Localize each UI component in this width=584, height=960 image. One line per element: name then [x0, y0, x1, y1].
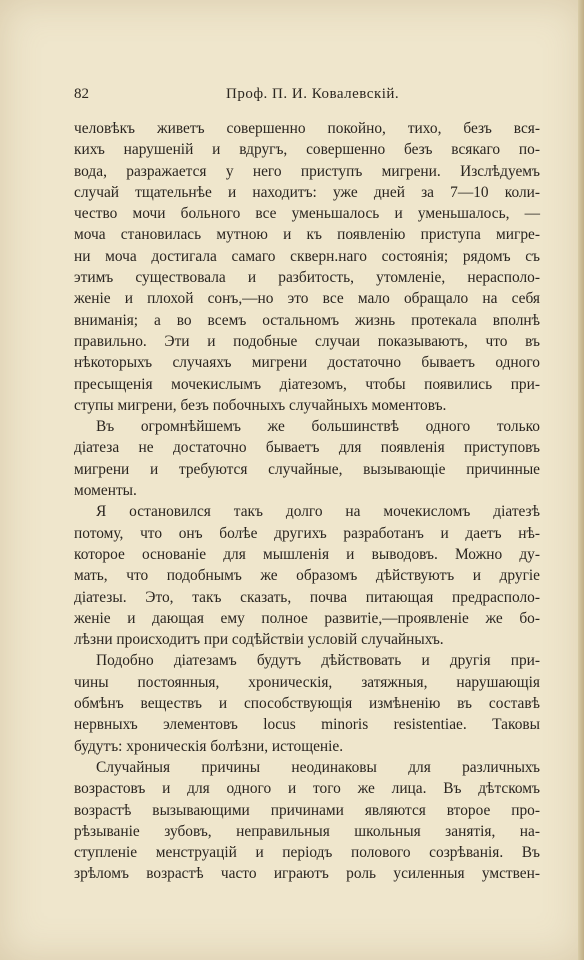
text-line: нѣкоторыхъ случаяхъ мигрени достаточно бываетъ одного	[74, 354, 540, 372]
page-number: 82	[74, 86, 89, 102]
text-line: случай тщательнѣе и находитъ: уже дней за 7—10 коли-	[74, 183, 540, 201]
text-line: ступы мигрени, безъ побочныхъ случайныхъ моментовъ.	[74, 396, 447, 414]
page-edge	[578, 0, 584, 960]
text-line: человѣкъ живетъ совершенно покойно, тихо, безъ вся-	[74, 120, 540, 137]
text-line: правильно. Эти и подобные случаи показываютъ, что въ	[74, 332, 540, 350]
text-line: кихъ нарушеній и вдругъ, совершенно безъ всякаго по-	[74, 141, 540, 159]
text-line: обмѣнъ веществъ и способствующія измѣненію въ составѣ	[74, 695, 540, 713]
text-line: пресыщенія мочекислымъ діатезомъ, чтобы появились при-	[74, 375, 540, 393]
text-line: Въ огромнѣйшемъ же большинствѣ одного только	[96, 418, 540, 436]
text-line: женіе и плохой сонъ,—но это все мало обращало на себя	[74, 290, 540, 308]
text-line: женіе и дающая ему полное развитіе,—проявленіе же бо-	[74, 609, 540, 627]
text-line: возрастовъ и для одного и того же лица. Въ дѣтскомъ	[74, 780, 540, 798]
text-line: возрастѣ вызывающими причинами являются второе про-	[74, 801, 540, 819]
text-line: Случайныя причины неодинаковы для различныхъ	[96, 758, 540, 776]
text-line: вода, разражается у него приступъ мигрени. Изслѣдуемъ	[74, 162, 540, 180]
text-line: которое основаніе для мышленія и выводовъ. Можно ду-	[74, 545, 540, 563]
text-line: чины постоянныя, хроническія, затяжныя, нарушающія	[74, 673, 540, 691]
text-line: лѣзни происходитъ при содѣйствіи условій случайныхъ.	[74, 631, 444, 649]
text-line: ни моча достигала самаго скверн.наго состоянія; рядомъ съ	[74, 247, 540, 265]
text-line: этимъ существовала и разбитость, утомленіе, нерасполо-	[74, 269, 540, 287]
text-line: діатеза не достаточно бываетъ для появленія приступовъ	[74, 439, 540, 457]
text-line: мать, что подобнымъ же образомъ дѣйствуютъ и другіе	[74, 567, 540, 585]
text-line: будутъ: хроническія болѣзни, истощеніе.	[74, 737, 344, 755]
text-line: потому, что онъ болѣе другихъ разработанъ и даетъ нѣ-	[74, 524, 540, 542]
text-line: моменты.	[74, 482, 137, 500]
text-line: зрѣломъ возрастѣ часто играютъ роль усиленныя умствен-	[74, 865, 540, 883]
body-text	[74, 118, 540, 885]
text-line: вниманія; а во всемъ остальномъ жизнь протекала вполнѣ	[74, 311, 540, 329]
text-line: рѣзываніе зубовъ, неправильныя школьныя занятія, на-	[74, 822, 540, 840]
text-line: Подобно діатезамъ будутъ дѣйствовать и другія при-	[96, 652, 540, 670]
text-line: моча становилась мутною и къ появленію приступа мигре-	[74, 226, 540, 244]
running-head: Проф. П. И. Ковалевскій.	[226, 86, 400, 102]
text-line: діатезы. Это, такъ сказать, почва питающая предрасполо-	[74, 588, 540, 606]
page-header	[74, 86, 544, 108]
text-line: нервныхъ элементовъ locus minoris resistentiae. Таковы	[74, 716, 540, 734]
text-line: чество мочи больного все уменьшалось и уменьшалось, —	[74, 205, 540, 223]
text-line: ступленіе менструацій и періодъ полового созрѣванія. Въ	[74, 844, 540, 862]
text-line: Я остановился такъ долго на мочекисломъ діатезѣ	[96, 503, 540, 521]
text-line: мигрени и требуются случайные, вызывающіе причинные	[74, 460, 540, 478]
